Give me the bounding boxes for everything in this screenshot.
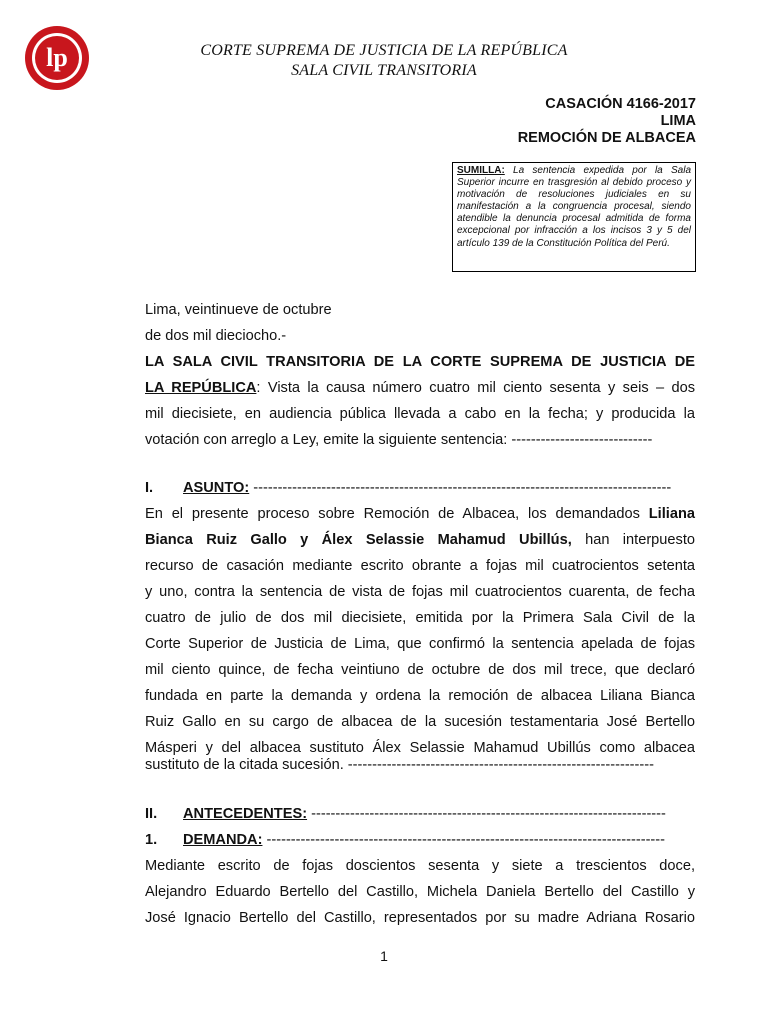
section-title: ANTECEDENTES: — [183, 806, 308, 822]
paragraph-line: Ruiz Gallo en su cargo de albacea de la sucesión testamentaria José Bertello — [145, 714, 695, 730]
sala-name-bold: LA REPÚBLICA — [145, 380, 257, 396]
paragraph-line — [145, 506, 695, 522]
sumilla-label: SUMILLA: — [457, 165, 505, 176]
subsection-title: DEMANDA: — [183, 832, 263, 848]
sala-paragraph-line: votación con arreglo a Ley, emite la siguiente sentencia: ----------------------------- — [145, 432, 653, 448]
paragraph-line: Corte Superior de Justicia de Lima, que confirmó la sentencia apelada de fojas — [145, 636, 695, 652]
section-number: II. — [145, 806, 158, 822]
paragraph-line: Másperi y del albacea sustituto Álex Selassie Mahamud Ubillús como albacea — [145, 740, 695, 756]
logo-text: lp — [46, 43, 68, 72]
sala-heading: LA SALA CIVIL TRANSITORIA DE LA CORTE SUPREMA DE JUSTICIA DE — [145, 354, 695, 370]
paragraph-line: mil ciento quince, de fecha veintiuno de octubre de dos mil trece, que declaró — [145, 662, 695, 678]
paragraph-line: José Ignacio Bertello del Castillo, representados por su madre Adriana Rosario — [145, 910, 695, 926]
bold-text: Bianca Ruiz Gallo y Álex Selassie Mahamud Ubillús, — [145, 532, 572, 548]
subsection-heading — [183, 832, 665, 848]
court-name: CORTE SUPREMA DE JUSTICIA DE LA REPÚBLICA — [200, 42, 568, 59]
text: han interpuesto — [571, 532, 695, 548]
paragraph-line: fundada en parte la demanda y ordena la remoción de albacea Liliana Bianca — [145, 688, 695, 704]
paragraph-line: Alejandro Eduardo Bertello del Castillo, Michela Daniela Bertello del Castillo y — [145, 884, 695, 900]
sala-paragraph-line — [145, 380, 695, 396]
paragraph-line: sustituto de la citada sucesión. --------------------------------------------------------------- — [145, 757, 654, 773]
date-line: Lima, veintinueve de octubre — [145, 302, 332, 318]
case-subject: REMOCIÓN DE ALBACEA — [517, 130, 696, 146]
subsection-number: 1. — [145, 832, 158, 848]
sala-text: : Vista la causa número cuatro mil ciento sesenta y seis – dos — [256, 380, 695, 396]
paragraph-line: Mediante escrito de fojas doscientos sesenta y siete a trescientos doce, — [145, 858, 695, 874]
section-heading — [183, 806, 666, 822]
section-heading — [183, 480, 671, 496]
case-city: LIMA — [660, 113, 696, 129]
section-dashes: ---------------------------------------------------------------------------------- — [262, 832, 666, 848]
sumilla-text: La sentencia expedida por la Sala Superior incurre en trasgresión al debido proceso y motivación de resoluciones judiciales en su manifestación a la congruencia procesal, siendo atendible la denuncia procesal admitida de forma excepcional por infracción a los incisos 3 y 5 del artículo 139 de la Constitución Política del Perú. — [457, 165, 691, 249]
page-number: 1 — [380, 948, 388, 964]
section-dashes: ------------------------------------------------------------------------- — [307, 806, 666, 822]
date-line: de dos mil dieciocho.- — [145, 328, 287, 344]
paragraph-line — [145, 532, 695, 548]
section-number: I. — [145, 480, 154, 496]
case-number: CASACIÓN 4166-2017 — [545, 96, 696, 112]
bold-text: Liliana — [648, 506, 695, 522]
paragraph-line: cuatro de julio de dos mil diecisiete, emitida por la Primera Sala Civil de la — [145, 610, 695, 626]
section-title: ASUNTO: — [183, 480, 250, 496]
text: En el presente proceso sobre Remoción de Albacea, los demandados — [145, 506, 649, 522]
paragraph-line: recurso de casación mediante escrito obrante a fojas mil cuatrocientos setenta — [145, 558, 695, 574]
section-dashes: -------------------------------------------------------------------------------------- — [249, 480, 672, 496]
paragraph-line: y uno, contra la sentencia de vista de fojas mil cuatrocientos cuarenta, de fecha — [145, 584, 695, 600]
sumilla-box — [452, 162, 696, 272]
chamber-name: SALA CIVIL TRANSITORIA — [291, 62, 477, 79]
sala-paragraph-line: mil diecisiete, en audiencia pública llevada a cabo en la fecha; y producida la — [145, 406, 695, 422]
